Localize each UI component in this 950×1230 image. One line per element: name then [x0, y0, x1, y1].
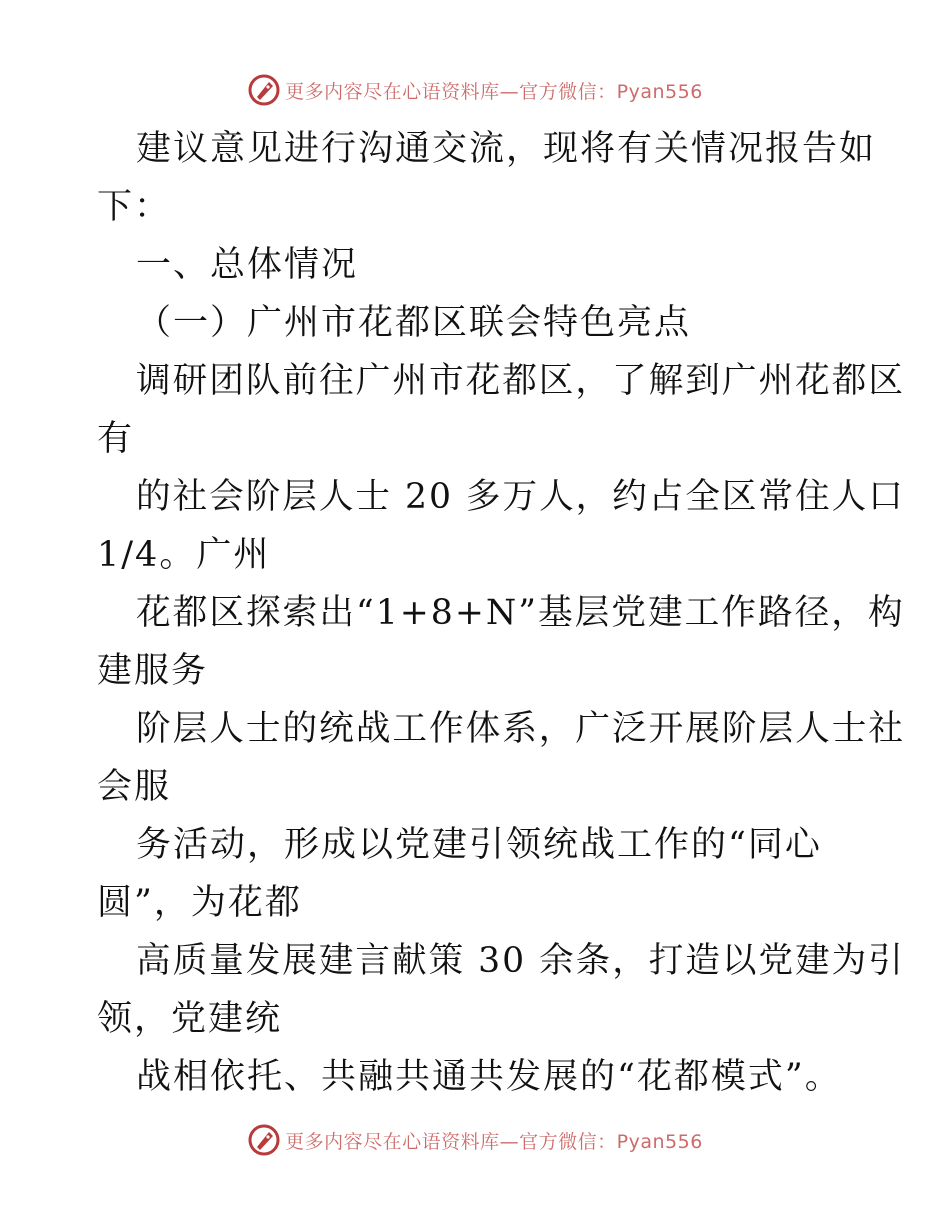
body-line: 花都区探索出“1+8+N”基层党建工作路径，构 — [136, 593, 905, 633]
subsection-heading: （一）广州市花都区联会特色亮点 — [136, 303, 692, 343]
body-line: 有 — [97, 419, 135, 459]
body-line: 1/4。广州 — [97, 535, 271, 575]
pen-nib-logo-icon — [247, 1123, 281, 1157]
section-heading: 一、总体情况 — [136, 245, 359, 285]
footer-watermark — [0, 1120, 950, 1160]
body-line: 调研团队前往广州市花都区，了解到广州花都区 — [136, 361, 906, 401]
body-line: 战相依托、共融共通共发展的“花都模式”。 — [136, 1057, 842, 1097]
body-line: 阶层人士的统战工作体系，广泛开展阶层人士社 — [136, 709, 906, 749]
body-line: 务活动，形成以党建引领统战工作的“同心 — [136, 825, 822, 865]
body-line: 会服 — [97, 767, 172, 807]
body-line: 高质量发展建言献策 30 余条，打造以党建为引 — [136, 941, 905, 981]
body-line: 建服务 — [97, 651, 209, 691]
body-line: 圆”，为花都 — [97, 883, 302, 923]
body-line: 建议意见进行沟通交流，现将有关情况报告如 — [136, 129, 877, 169]
pen-nib-logo-icon — [247, 73, 281, 107]
watermark-text: 更多内容尽在心语资料库—官方微信：Pyan556 — [285, 80, 703, 103]
watermark-text: 更多内容尽在心语资料库—官方微信：Pyan556 — [285, 1130, 703, 1153]
body-line: 领，党建统 — [97, 999, 283, 1039]
body-line: 下： — [97, 187, 172, 227]
header-watermark — [0, 70, 950, 110]
body-line: 的社会阶层人士 20 多万人，约占全区常住人口 — [136, 477, 905, 517]
